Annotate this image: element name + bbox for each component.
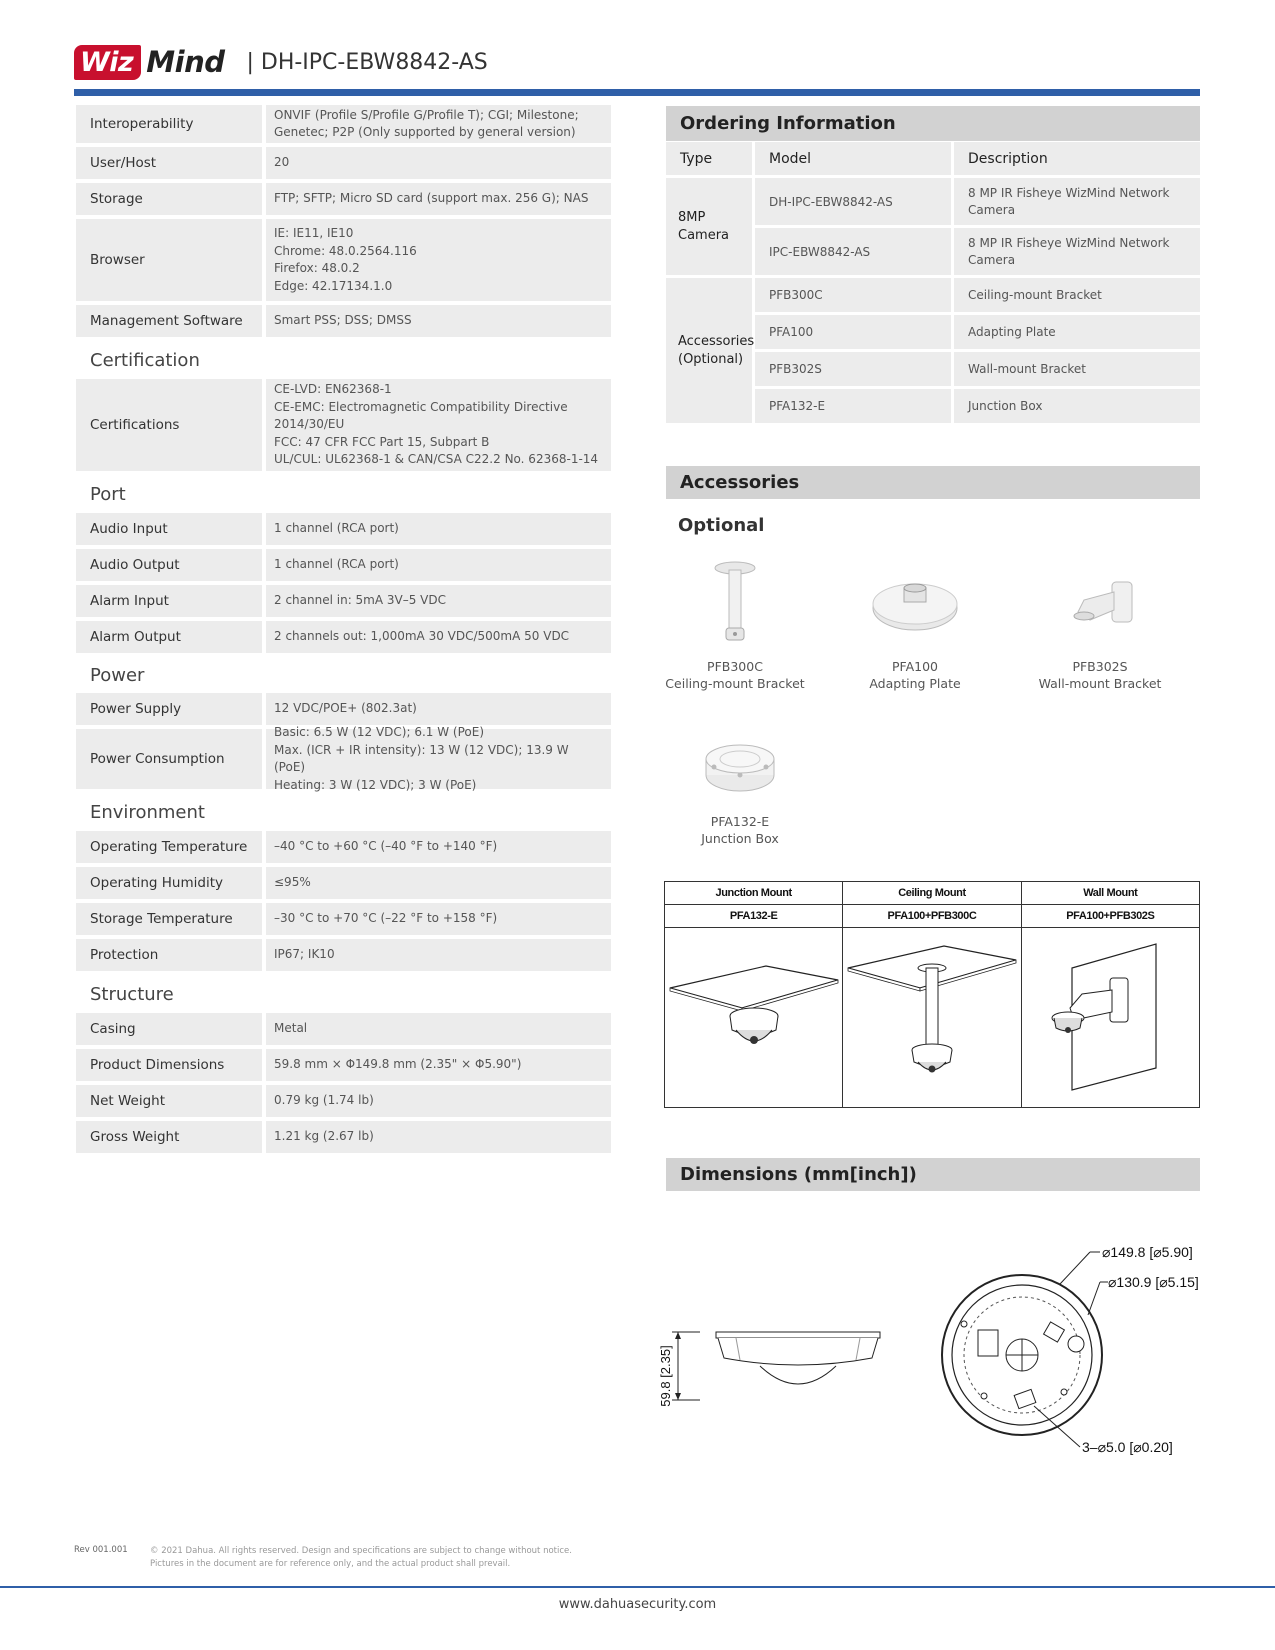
ordering-row — [755, 228, 1200, 275]
accessories-title: Accessories — [680, 472, 800, 493]
accessory-name: Adapting Plate — [869, 676, 961, 691]
spec-value — [266, 693, 611, 725]
spec-value-line: CE-LVD: EN62368-1 — [274, 382, 392, 397]
spec-value-line: Firefox: 48.0.2 — [274, 261, 360, 275]
spec-row — [76, 219, 611, 301]
spec-value-line: Basic: 6.5 W (12 VDC); 6.1 W (PoE) — [274, 725, 485, 739]
ordering-type-cell — [666, 278, 755, 423]
spec-value-line: IE: IE11, IE10 — [274, 226, 354, 240]
ordering-row — [755, 178, 1200, 225]
spec-value — [266, 1121, 611, 1153]
ceiling-mount-drawing — [843, 928, 1020, 1107]
height-dimension-label: 59.8 [2.35] — [658, 1345, 673, 1407]
ordering-row — [755, 352, 1200, 386]
spec-row — [76, 867, 611, 899]
spec-row — [76, 379, 611, 471]
ordering-model: IPC-EBW8842-AS — [755, 228, 951, 275]
spec-value-line: 1 channel (RCA port) — [274, 521, 399, 536]
spec-row — [76, 903, 611, 935]
section-heading: Structure — [90, 983, 174, 1005]
spec-row — [76, 831, 611, 863]
section-heading: Certification — [90, 349, 200, 371]
spec-value-line: –30 °C to +70 °C (–22 °F to +158 °F) — [274, 911, 498, 926]
spec-value-line: 1 channel (RCA port) — [274, 557, 399, 572]
spec-value-line: ≤95% — [274, 875, 311, 890]
ordering-title: Ordering Information — [680, 113, 896, 134]
spec-label: Casing — [76, 1013, 262, 1045]
accessory-pfa132e — [670, 735, 810, 847]
holes-label: 3–⌀5.0 [⌀0.20] — [1082, 1439, 1173, 1455]
footer-rule — [0, 1586, 1275, 1588]
spec-value-line: Edge: 42.17134.1.0 — [274, 278, 393, 293]
spec-value — [266, 1085, 611, 1117]
model-title: | DH-IPC-EBW8842-AS — [246, 49, 488, 75]
spec-value-line: 2 channel in: 5mA 3V–5 VDC — [274, 593, 447, 608]
spec-row — [76, 147, 611, 179]
ceiling-bracket-image — [705, 560, 765, 650]
spec-value — [266, 903, 611, 935]
spec-value — [266, 549, 611, 581]
spec-row — [76, 183, 611, 215]
spec-value-line: 2014/30/EU — [274, 417, 345, 432]
spec-value-line: Heating: 3 W (12 VDC); 3 W (PoE) — [274, 777, 477, 792]
spec-label: Storage Temperature — [76, 903, 262, 935]
spec-value-line: 0.79 kg (1.74 lb) — [274, 1093, 374, 1108]
section-heading: Environment — [90, 801, 205, 823]
ordering-description: Adapting Plate — [954, 315, 1200, 349]
spec-label: Gross Weight — [76, 1121, 262, 1153]
spec-value — [266, 379, 611, 471]
adapting-plate-image — [865, 560, 965, 650]
spec-value — [266, 1049, 611, 1081]
spec-row — [76, 621, 611, 653]
logo-wiz: Wiz — [74, 45, 141, 80]
ordering-type-cell — [666, 178, 752, 275]
spec-row — [76, 1013, 611, 1045]
spec-label: Power Consumption — [76, 729, 262, 789]
accessory-name: Junction Box — [701, 831, 779, 846]
spec-row — [76, 305, 611, 337]
spec-value-line: FCC: 47 CFR FCC Part 15, Subpart B — [274, 434, 490, 449]
spec-label: Protection — [76, 939, 262, 971]
spec-row — [76, 725, 611, 792]
ordering-description: Ceiling-mount Bracket — [954, 278, 1200, 312]
dimensions-title: Dimensions (mm[inch]) — [680, 1164, 917, 1185]
ordering-description: 8 MP IR Fisheye WizMind Network Camera — [954, 228, 1200, 275]
accessory-name: Wall-mount Bracket — [1038, 676, 1162, 691]
spec-label: Alarm Output — [76, 621, 262, 653]
spec-label: Management Software — [76, 305, 262, 337]
spec-value — [266, 585, 611, 617]
spec-value-line: Metal — [274, 1021, 308, 1036]
logo-mind: Mind — [146, 45, 225, 79]
spec-label: Storage — [76, 183, 262, 215]
ordering-description: Junction Box — [954, 389, 1200, 423]
spec-label: Certifications — [76, 379, 262, 471]
spec-value-line: Smart PSS; DSS; DMSS — [274, 313, 412, 328]
mount-title: Wall Mount — [1022, 882, 1199, 905]
spec-value-line: Max. (ICR + IR intensity): 13 W (12 VDC); 13.9 W (PoE) — [274, 742, 569, 774]
spec-value — [266, 105, 611, 143]
website-link[interactable]: www.dahuasecurity.com — [558, 1597, 717, 1612]
copyright-line: Pictures in the document are for reference only, and the actual product shall prevail. — [150, 1559, 511, 1569]
spec-value — [266, 831, 611, 863]
ordering-group-accessories — [666, 278, 1200, 423]
spec-row — [76, 105, 611, 143]
spec-label: User/Host — [76, 147, 262, 179]
accessory-model: PFA100 — [892, 659, 938, 674]
accessory-name: Ceiling-mount Bracket — [665, 676, 805, 691]
ordering-title-bar — [666, 106, 1200, 141]
spec-value-line: 12 VDC/POE+ (802.3at) — [274, 701, 417, 716]
ordering-row — [755, 315, 1200, 349]
ordering-model: PFA132-E — [755, 389, 951, 423]
spec-value-line: CE-EMC: Electromagnetic Compatibility Directive — [274, 399, 568, 414]
spec-value — [266, 513, 611, 545]
ordering-table — [666, 142, 1200, 426]
spec-value — [266, 621, 611, 653]
revision: Rev 001.001 — [74, 1545, 128, 1555]
mount-parts: PFA100+PFB302S — [1022, 905, 1199, 928]
ordering-description: 8 MP IR Fisheye WizMind Network Camera — [954, 178, 1200, 225]
mounting-table — [664, 881, 1200, 1108]
spec-value-line: ONVIF (Profile S/Profile G/Profile T); CGI; Milestone; — [274, 107, 579, 122]
mount-column-junction — [665, 882, 843, 1107]
junction-mount-drawing — [665, 928, 842, 1107]
spec-label: Product Dimensions — [76, 1049, 262, 1081]
spec-row — [76, 585, 611, 617]
header — [74, 40, 488, 84]
ordering-header-model: Model — [755, 142, 951, 175]
spec-value — [266, 219, 611, 301]
ordering-type-label: Accessories (Optional) — [678, 333, 755, 367]
spec-value — [266, 305, 611, 337]
ordering-description: Wall-mount Bracket — [954, 352, 1200, 386]
copyright — [150, 1545, 572, 1571]
ordering-model: PFA100 — [755, 315, 951, 349]
spec-value — [266, 867, 611, 899]
spec-row — [76, 939, 611, 971]
mount-title: Ceiling Mount — [843, 882, 1020, 905]
spec-label: Audio Input — [76, 513, 262, 545]
spec-value-line: FTP; SFTP; Micro SD card (support max. 256 G); NAS — [274, 191, 589, 206]
spec-value-line: Genetec; P2P (Only supported by general version) — [274, 125, 576, 139]
accessory-pfb300c — [660, 560, 810, 692]
spec-label: Net Weight — [76, 1085, 262, 1117]
spec-label: Interoperability — [76, 105, 262, 143]
accessory-pfa100 — [840, 560, 990, 692]
spec-value-line: UL/CUL: UL62368-1 & CAN/CSA C22.2 No. 62368-1-14 — [274, 452, 599, 467]
spec-value-line: IP67; IK10 — [274, 947, 335, 962]
outer-diameter-label: ⌀149.8 [⌀5.90] — [1102, 1244, 1193, 1260]
spec-label: Operating Humidity — [76, 867, 262, 899]
spec-row — [76, 513, 611, 545]
accessory-model: PFA132-E — [710, 814, 770, 829]
ordering-model: PFB302S — [755, 352, 951, 386]
spec-value-line: 1.21 kg (2.67 lb) — [274, 1129, 374, 1144]
spec-label: Alarm Input — [76, 585, 262, 617]
spec-value-line: –40 °C to +60 °C (–40 °F to +140 °F) — [274, 839, 498, 854]
spec-table — [76, 105, 611, 1157]
spec-value-line: Chrome: 48.0.2564.116 — [274, 243, 417, 258]
section-heading: Port — [90, 483, 126, 505]
spec-value-line: 59.8 mm × Φ149.8 mm (2.35" × Φ5.90") — [274, 1057, 522, 1072]
mount-parts: PFA100+PFB300C — [843, 905, 1020, 928]
ordering-model: DH-IPC-EBW8842-AS — [755, 178, 951, 225]
optional-heading: Optional — [678, 515, 765, 536]
mount-parts: PFA132-E — [665, 905, 842, 928]
header-rule — [74, 89, 1200, 96]
spec-label: Browser — [76, 219, 262, 301]
ordering-row — [755, 389, 1200, 423]
mount-column-ceiling — [843, 882, 1021, 1107]
copyright-line: © 2021 Dahua. All rights reserved. Design and specifications are subject to change without notice. — [150, 1546, 572, 1556]
accessory-pfb302s — [1020, 560, 1180, 692]
ordering-header-row — [666, 142, 1200, 175]
spec-row — [76, 549, 611, 581]
spec-row — [76, 693, 611, 725]
dimension-drawing — [660, 1220, 1200, 1465]
wizmind-logo — [74, 42, 224, 82]
spec-value-line: 20 — [274, 155, 290, 170]
spec-value-line: 2 channels out: 1,000mA 30 VDC/500mA 50 VDC — [274, 629, 570, 644]
dimensions-title-bar — [666, 1158, 1200, 1191]
ordering-header-type: Type — [666, 142, 752, 175]
spec-value — [266, 1013, 611, 1045]
ordering-row — [755, 278, 1200, 312]
mount-title: Junction Mount — [665, 882, 842, 905]
spec-row — [76, 1049, 611, 1081]
spec-label: Audio Output — [76, 549, 262, 581]
junction-box-image — [700, 735, 780, 805]
ordering-model: PFB300C — [755, 278, 951, 312]
dimension-drawing-svg — [660, 1220, 1200, 1460]
ordering-header-description: Description — [954, 142, 1200, 175]
ordering-group-camera — [666, 178, 1200, 275]
wall-bracket-image — [1060, 560, 1140, 650]
section-heading: Power — [90, 664, 145, 686]
spec-value — [266, 183, 611, 215]
spec-row — [76, 1085, 611, 1117]
spec-label: Operating Temperature — [76, 831, 262, 863]
spec-value — [266, 725, 611, 792]
wall-mount-drawing — [1022, 928, 1199, 1107]
ordering-type-label: 8MP Camera — [678, 209, 730, 243]
accessories-title-bar — [666, 466, 1200, 499]
mount-column-wall — [1022, 882, 1199, 1107]
accessory-model: PFB302S — [1072, 659, 1128, 674]
spec-label: Power Supply — [76, 693, 262, 725]
spec-value — [266, 939, 611, 971]
inner-diameter-label: ⌀130.9 [⌀5.15] — [1108, 1274, 1199, 1290]
spec-row — [76, 1121, 611, 1153]
spec-value — [266, 147, 611, 179]
accessory-model: PFB300C — [707, 659, 763, 674]
